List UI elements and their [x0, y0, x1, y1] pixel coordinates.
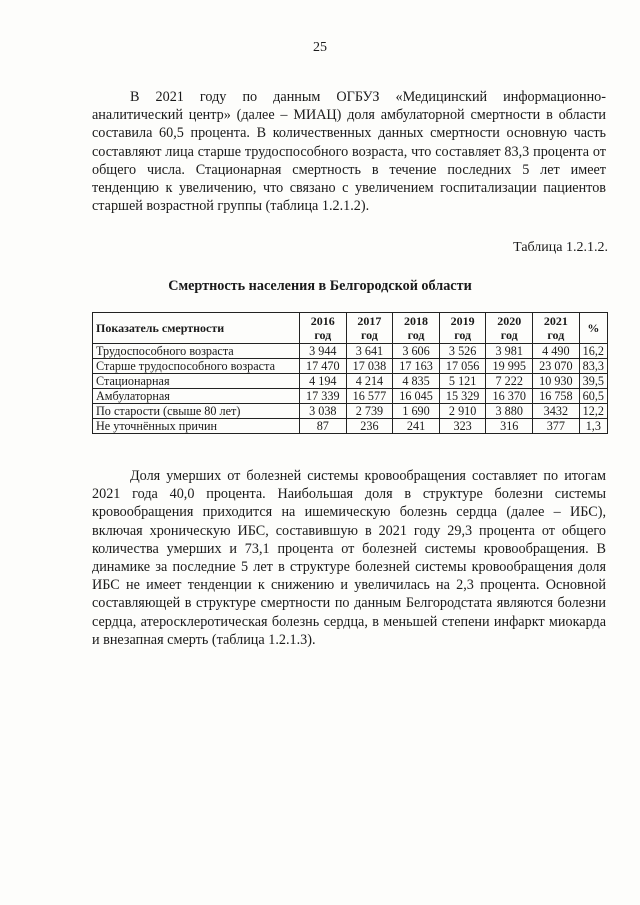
header-2021: 2021 год — [533, 313, 580, 344]
cell-value: 17 056 — [439, 359, 486, 374]
cell-value: 3 981 — [486, 344, 533, 359]
cell-percent: 83,3 — [579, 359, 607, 374]
cell-value: 3 880 — [486, 404, 533, 419]
cell-value: 4 214 — [346, 374, 393, 389]
cell-value: 17 038 — [346, 359, 393, 374]
page-number: 25 — [313, 40, 327, 55]
paragraph-intro-text: В 2021 году по данным ОГБУЗ «Медицинский информационно-аналитический центр» (далее – МИАЦ) доля амбулаторной смертности в области составила 60,5 процента. В количественных данных смертности основную часть составляют лица старше трудоспособного возраста, что составляет 83,3 процента от общего числа. Стационарная смертность в течение последних 5 лет имеет тенденцию к увеличению, что связано с увеличением госпитализации пациентов старшей возрастной группы (таблица 1.2.1.2). — [92, 89, 606, 215]
header-2020: 2020 год — [486, 313, 533, 344]
header-2017: 2017 год — [346, 313, 393, 344]
cell-value: 10 930 — [533, 374, 580, 389]
cell-value: 3 526 — [439, 344, 486, 359]
cell-value: 16 370 — [486, 389, 533, 404]
cell-value: 377 — [533, 419, 580, 434]
cell-percent: 60,5 — [579, 389, 607, 404]
cell-value: 236 — [346, 419, 393, 434]
header-2018: 2018 год — [393, 313, 440, 344]
cell-value: 17 470 — [300, 359, 347, 374]
mortality-table — [92, 312, 608, 434]
cell-value: 1 690 — [393, 404, 440, 419]
cell-value: 3432 — [533, 404, 580, 419]
table-row — [93, 359, 608, 374]
cell-value: 87 — [300, 419, 347, 434]
table-header-row — [93, 313, 608, 344]
table-row — [93, 374, 608, 389]
cell-value: 4 194 — [300, 374, 347, 389]
row-label: Не уточнённых причин — [93, 419, 300, 434]
cell-value: 316 — [486, 419, 533, 434]
paragraph-circulatory-text: Доля умерших от болезней системы кровообращения составляет по итогам 2021 года 40,0 процента. Наибольшая доля в структуре болезни системы кровообращения приходится на ишемическую болезнь сердца (далее – ИБС), включая хроническую ИБС, составившую в 2021 году 29,3 процента от общего количества умерших и 73,1 процента от болезней системы кровообращения. В динамике за последние 5 лет в структуре болезней системы кровообращения доля ИБС не имеет тенденции к снижению и увеличилась на 2,3 процента. Основной составляющей в структуре смертности по данным Белгородстата являются болезни сердца, атеросклеротическая болезнь сердца, в меньшей степени инфаркт миокарда и внезапная смерть (таблица 1.2.1.3). — [92, 468, 606, 648]
cell-value: 17 163 — [393, 359, 440, 374]
cell-percent: 39,5 — [579, 374, 607, 389]
cell-value: 4 835 — [393, 374, 440, 389]
cell-value: 19 995 — [486, 359, 533, 374]
header-indicator: Показатель смертности — [93, 313, 300, 344]
cell-value: 323 — [439, 419, 486, 434]
cell-value: 16 758 — [533, 389, 580, 404]
cell-value: 3 606 — [393, 344, 440, 359]
cell-value: 17 339 — [300, 389, 347, 404]
cell-value: 7 222 — [486, 374, 533, 389]
cell-value: 23 070 — [533, 359, 580, 374]
cell-value: 3 038 — [300, 404, 347, 419]
cell-value: 5 121 — [439, 374, 486, 389]
row-label: По старости (свыше 80 лет) — [93, 404, 300, 419]
table-caption: Таблица 1.2.1.2. — [513, 240, 608, 255]
table-row — [93, 344, 608, 359]
cell-value: 2 910 — [439, 404, 486, 419]
cell-value: 4 490 — [533, 344, 580, 359]
row-label: Трудоспособного возраста — [93, 344, 300, 359]
cell-value: 15 329 — [439, 389, 486, 404]
paragraph-intro — [92, 88, 606, 215]
row-label: Амбулаторная — [93, 389, 300, 404]
paragraph-circulatory — [92, 467, 606, 649]
cell-percent: 16,2 — [579, 344, 607, 359]
row-label: Старше трудоспособного возраста — [93, 359, 300, 374]
cell-value: 241 — [393, 419, 440, 434]
table-row — [93, 404, 608, 419]
header-2019: 2019 год — [439, 313, 486, 344]
header-2016: 2016 год — [300, 313, 347, 344]
cell-percent: 12,2 — [579, 404, 607, 419]
cell-value: 3 641 — [346, 344, 393, 359]
cell-value: 2 739 — [346, 404, 393, 419]
table-row — [93, 389, 608, 404]
header-percent: % — [579, 313, 607, 344]
cell-value: 16 045 — [393, 389, 440, 404]
cell-value: 16 577 — [346, 389, 393, 404]
table-title: Смертность населения в Белгородской области — [168, 278, 472, 294]
cell-value: 3 944 — [300, 344, 347, 359]
table-row — [93, 419, 608, 434]
cell-percent: 1,3 — [579, 419, 607, 434]
row-label: Стационарная — [93, 374, 300, 389]
